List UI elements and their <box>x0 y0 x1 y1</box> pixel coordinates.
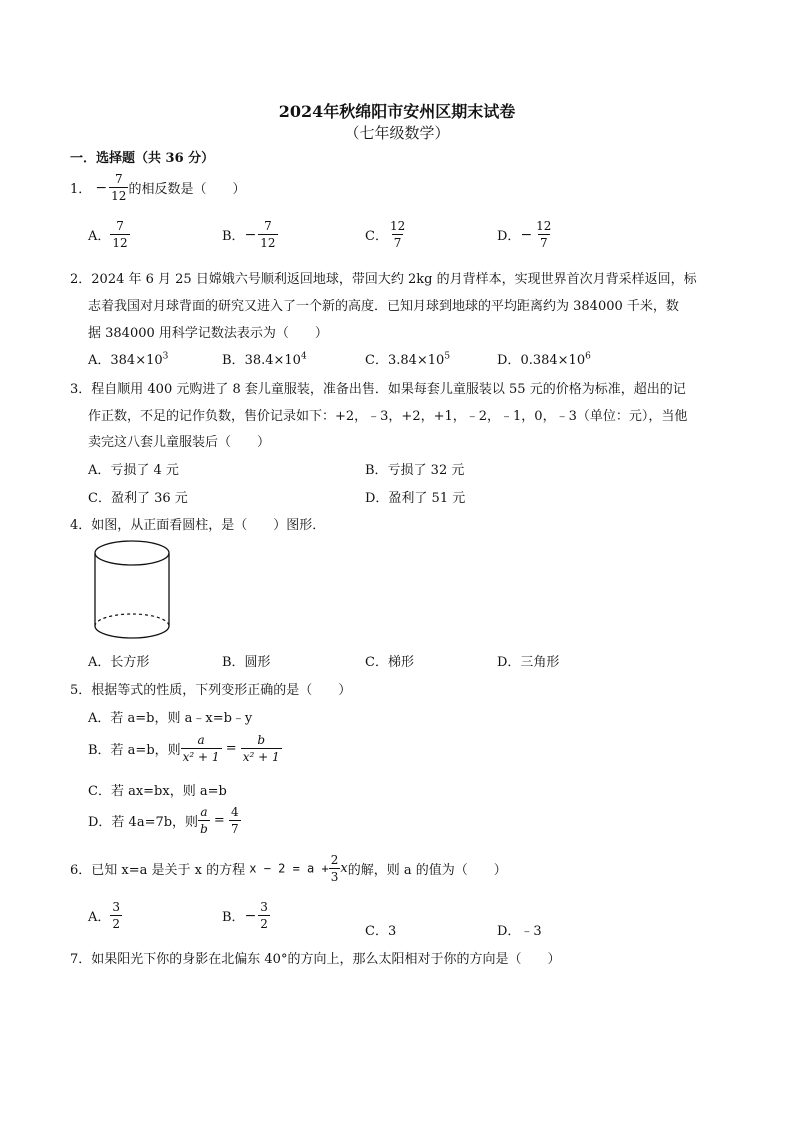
question-1 <box>70 172 245 203</box>
option-label: A． <box>88 910 111 925</box>
fraction-denominator: 7 <box>230 822 239 836</box>
option-c[interactable]: C．梯形 <box>365 655 414 670</box>
option-b[interactable]: B．亏损了 32 元 <box>365 463 465 478</box>
option-c[interactable]: C．若 ax=bx，则 a=b <box>88 784 227 799</box>
question-text: 6．已知 x=a 是关于 x 的方程 <box>70 863 246 878</box>
question-7-line-1: 7．如果阳光下你的身影在北偏东 40°的方向上，那么太阳相对于你的方向是（ ） <box>70 952 561 967</box>
fraction <box>241 733 282 764</box>
equals-sign: = <box>225 741 237 756</box>
equals-sign: = <box>213 813 225 828</box>
fraction-denominator: 7 <box>393 236 402 250</box>
fraction-denominator: 7 <box>539 236 548 250</box>
option-label: B． <box>222 910 245 925</box>
fraction-denominator: x² + 1 <box>182 750 220 764</box>
option-label: A． <box>88 229 111 244</box>
option-c[interactable]: C．盈利了 36 元 <box>88 491 188 506</box>
question-5-line-1: 5．根据等式的性质，下列变形正确的是（ ） <box>70 683 352 698</box>
option-label: C． <box>365 353 388 368</box>
fraction <box>198 805 210 836</box>
fraction <box>329 853 341 884</box>
exponent: 5 <box>444 351 451 362</box>
fraction-numerator: 3 <box>112 900 121 914</box>
option-a[interactable]: A．长方形 <box>88 655 150 670</box>
fraction-numerator: 7 <box>264 219 272 233</box>
fraction-numerator: a <box>200 805 208 819</box>
fraction-numerator: 3 <box>260 900 268 914</box>
option-a[interactable] <box>88 349 168 368</box>
page-subtitle: （七年级数学） <box>344 124 450 142</box>
fraction-numerator: 2 <box>330 853 339 867</box>
question-3-line-2: 作正数，不足的记作负数，售价记录如下：+2，﹣3，+2，+1，﹣2，﹣1，0，﹣3（单位：元），当他 <box>88 409 688 424</box>
option-b[interactable]: B．圆形 <box>222 655 271 670</box>
fraction-numerator: 12 <box>536 219 552 233</box>
fraction <box>388 219 407 250</box>
option-d[interactable]: D．三角形 <box>497 655 560 670</box>
question-text-suffix: 的解，则 a 的值为（ ） <box>347 863 507 878</box>
option-label: D． <box>497 229 521 244</box>
question-3-line-3: 卖完这八套儿童服装后（ ） <box>88 435 271 450</box>
fraction-numerator: 7 <box>116 219 124 233</box>
option-a[interactable]: A．亏损了 4 元 <box>88 463 179 478</box>
option-text: D．若 4a=7b，则 <box>88 815 199 830</box>
question-3-line-1: 3．程自顺用 400 元购进了 8 套儿童服装，准备出售．如果每套儿童服装以 55 元的价格为标准，超出的记 <box>70 382 686 397</box>
option-text: B．若 a=b，则 <box>88 743 181 758</box>
question-2-line-1: 2．2024 年 6 月 25 日嫦娥六号顺利返回地球，带回大约 2kg 的月背样本，实现世界首次月背采样返回，标 <box>70 272 697 287</box>
fraction <box>534 219 553 250</box>
option-label: B． <box>222 353 245 368</box>
option-a[interactable] <box>88 900 122 931</box>
fraction-denominator: b <box>200 822 208 836</box>
equation-left: x − 2 = a + <box>249 861 329 876</box>
fraction <box>110 900 122 931</box>
fraction-denominator: 3 <box>330 870 339 884</box>
option-c[interactable] <box>365 349 450 368</box>
option-d[interactable]: D．﹣3 <box>497 924 542 939</box>
fraction <box>181 733 222 764</box>
exponent: 6 <box>585 351 591 362</box>
fraction-denominator: 12 <box>111 189 127 203</box>
option-a[interactable]: A．若 a=b，则 a﹣x=b﹣y <box>88 711 253 726</box>
option-label: D． <box>497 353 521 368</box>
fraction-denominator: 2 <box>260 917 268 931</box>
question-number: 1． <box>70 182 92 197</box>
option-b[interactable] <box>222 900 270 931</box>
option-value: 0.384×10 <box>520 353 586 368</box>
fraction-numerator: 4 <box>230 805 239 819</box>
option-d[interactable] <box>497 219 553 250</box>
fraction <box>258 219 277 250</box>
option-value: 384×10 <box>110 353 163 368</box>
option-d[interactable] <box>88 805 241 836</box>
exponent: 3 <box>162 351 169 362</box>
question-text: 的相反数是（ ） <box>128 182 246 197</box>
option-a[interactable] <box>88 219 130 250</box>
option-label: C． <box>365 229 388 244</box>
option-b[interactable] <box>88 733 282 764</box>
cylinder-figure <box>92 538 174 644</box>
question-2-line-3: 据 384000 用科学记数法表示为（ ） <box>88 326 328 341</box>
minus-sign: − <box>95 179 108 196</box>
minus-sign: − <box>520 226 533 243</box>
option-b[interactable] <box>222 349 307 368</box>
option-value: 38.4×10 <box>244 353 301 368</box>
option-c[interactable]: C．3 <box>365 924 397 939</box>
question-2-line-2: 志着我国对月球背面的研究又进入了一个新的高度．已知月球到地球的平均距离约为 384000 千米，数 <box>88 299 679 314</box>
fraction <box>258 900 270 931</box>
fraction-denominator: 12 <box>260 236 276 250</box>
option-c[interactable] <box>365 219 407 250</box>
fraction <box>110 219 129 250</box>
fraction-denominator: x² + 1 <box>242 750 280 764</box>
option-label: A． <box>88 353 111 368</box>
fraction-numerator: 7 <box>114 172 123 186</box>
exponent: 4 <box>300 351 307 362</box>
option-value: 3.84×10 <box>387 353 445 368</box>
page-title: 2024年秋绵阳市安州区期末试卷 <box>278 102 516 121</box>
question-6 <box>70 853 507 884</box>
question-4-line-1: 4．如图，从正面看圆柱，是（ ）图形． <box>70 518 326 533</box>
option-label: B． <box>222 229 245 244</box>
fraction-numerator: b <box>257 733 266 747</box>
fraction <box>109 172 128 203</box>
fraction-denominator: 2 <box>112 917 121 931</box>
section-heading: 一．选择题（共 36 分） <box>70 151 215 166</box>
fraction-denominator: 12 <box>112 236 128 250</box>
option-b[interactable] <box>222 219 278 250</box>
fraction <box>229 805 241 836</box>
equation-variable: x <box>340 861 348 876</box>
fraction-numerator: a <box>197 733 205 747</box>
fraction-numerator: 12 <box>389 219 406 233</box>
minus-sign: − <box>244 226 257 243</box>
option-d[interactable]: D．盈利了 51 元 <box>365 491 466 506</box>
minus-sign: − <box>244 907 257 924</box>
option-d[interactable] <box>497 349 591 368</box>
